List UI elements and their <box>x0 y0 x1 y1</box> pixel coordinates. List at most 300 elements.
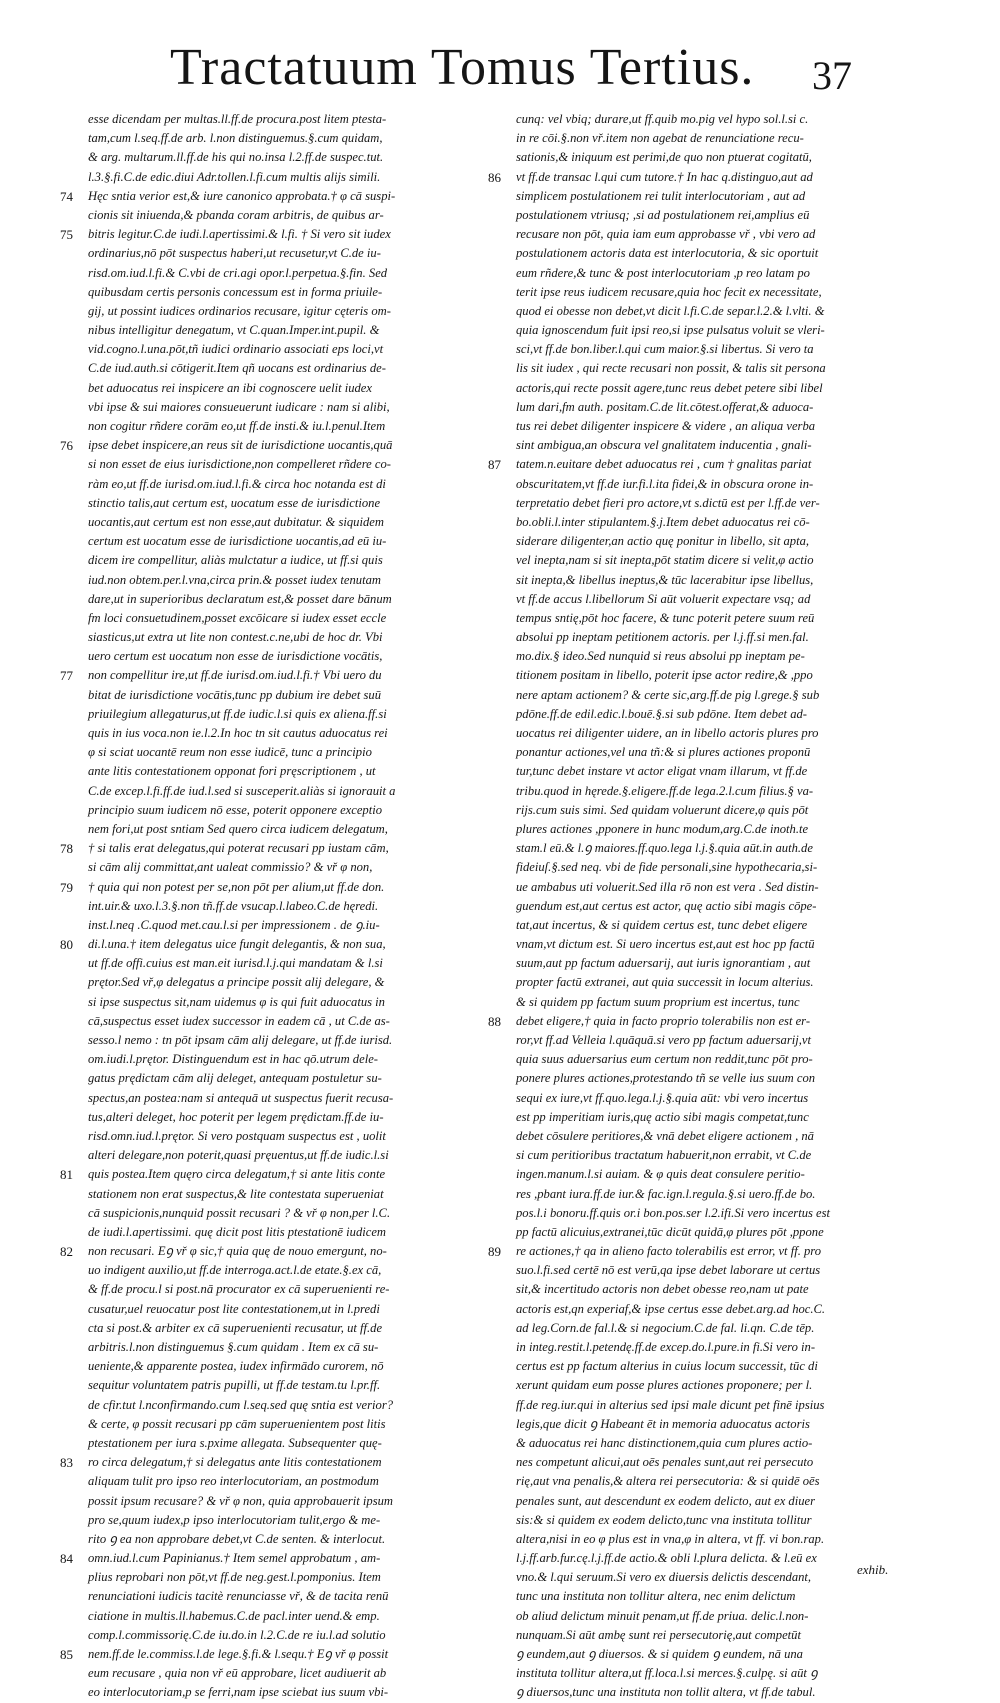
text-line <box>60 1549 465 1568</box>
line-text: rijs.cum suis simi. Sed quidam voluerunt dicere,φ quis pōt <box>516 802 809 817</box>
line-text: debet cōsulere peritiores,& vnā debet eligere actionem , nā <box>516 1128 814 1143</box>
margin-number: 83 <box>60 1455 73 1471</box>
line-text: ipse debet inspicere,an reus sit de iurisdictione uocantis,quā <box>88 438 393 453</box>
line-text: nibus intelligitur denegatum, vt C.quan.Imper.int.pupil. & <box>88 323 380 338</box>
text-line <box>60 436 465 455</box>
line-text: inst.l.neq .C.quod met.cau.l.si per impressionem . de ꝯ.iu- <box>88 917 380 932</box>
text-line <box>60 954 465 973</box>
line-text: actoris,qui recte possit agere,tunc reus debet petere sibi libel <box>516 380 823 395</box>
text-line <box>488 1492 903 1511</box>
line-text: debet eligere,† quia in facto proprio tolerabilis non est er- <box>516 1013 811 1028</box>
line-text: ꝯ eundem,aut ꝯ diuersos. & si quidem ꝯ eundem, nā una <box>516 1647 803 1661</box>
line-text: tus rei debet diligenter inspicere & videre , an aliqua verba <box>516 419 816 433</box>
line-text: † quia qui non potest per se,non pōt per alium,ut ff.de don. <box>88 879 385 894</box>
line-text: comp.l.commissorię.C.de iu.do.in l.2.C.de re iu.l.ad solutio <box>88 1627 386 1642</box>
text-line <box>60 973 465 992</box>
text-line <box>488 436 903 455</box>
margin-number: 76 <box>60 438 73 454</box>
line-text: φ si sciat uocantē reum non esse iudicē, tunc a principio <box>88 745 372 760</box>
line-text: vt ff.de accus l.libellorum Si aūt voluerit expectare vsq; ad <box>516 591 811 606</box>
line-text: ciatione in multis.ll.habemus.C.de pacl.inter uend.& emp. <box>88 1608 380 1623</box>
line-text: cionis sit iniuenda,& pbanda coram arbitris, de quibus ar- <box>88 207 384 222</box>
line-text: bet aduocatus rei inspicere an ibi cognoscere uelit iudex <box>88 380 372 395</box>
margin-number: 77 <box>60 668 73 684</box>
text-line <box>488 1031 903 1050</box>
text-line <box>488 1530 903 1549</box>
line-text: siasticus,ut extra ut lite non contest.c.ne,ubi de hoc dr. Vbi <box>88 630 383 645</box>
line-text: tat,aut incertus, & si quidem certus est, tunc debet eligere <box>516 917 808 932</box>
line-text: ràm eo,ut ff.de iurisd.om.iud.l.fi.& circa hoc notanda est di <box>88 476 386 491</box>
text-line <box>60 455 465 474</box>
line-text: dare,ut in superioribus declaratum est,& posset dare bānum <box>88 591 392 606</box>
text-line <box>488 1453 903 1472</box>
line-text: ro circa delegatum,† si delegatus ante litis contestationem <box>88 1455 382 1470</box>
page-number: 37 <box>812 53 852 98</box>
text-line <box>60 1472 465 1491</box>
line-text: nunquam.Si aūt ambę sunt rei persecutorię,aut competūt <box>516 1627 801 1642</box>
line-text: eo interlocutoriam,p se ferri,nam ipse sciebat ius suum vbi- <box>88 1685 389 1700</box>
line-text: & si quidem pp factum suum proprium est incertus, tunc <box>516 994 800 1009</box>
text-line <box>488 1242 903 1261</box>
text-line <box>488 647 903 666</box>
line-text: ueniente,& apparente postea, iudex infirmādo curorem, nō <box>88 1359 384 1374</box>
line-text: vno.& l.qui seruum.Si vero ex diuersis delictis descendant, <box>516 1570 812 1585</box>
line-text: cā suspicionis,nunquid possit recusari ? & vř φ non,per l.C. <box>88 1205 391 1220</box>
text-line <box>60 1089 465 1108</box>
line-text: gatus prędictam cām alij deleget, antequam postuletur su- <box>88 1071 382 1086</box>
line-text: cā,suspectus esset iudex successor in eadem cā , ut C.de as- <box>88 1013 390 1028</box>
line-text: tam,cum l.seq.ff.de arb. l.non distinguemus.§.cum quidam, <box>88 131 383 146</box>
line-text: quis postea.Item quęro circa delegatum,† si ante litis conte <box>88 1167 386 1182</box>
text-line <box>488 1185 903 1204</box>
text-line <box>60 1607 465 1626</box>
line-text: vnam,vt dictum est. Si uero incertus est,aut est hoc pp factū <box>516 937 815 952</box>
text-line <box>488 820 903 839</box>
line-text: C.de excep.l.fi.ff.de iud.l.sed si susceperit.aliàs si ignorauit a <box>88 783 396 798</box>
text-line <box>488 494 903 513</box>
text-line <box>488 1396 903 1415</box>
line-text: absolui pp ineptam petitionem actoris. per l.j.ff.si men.fal. <box>516 630 809 645</box>
text-line <box>488 916 903 935</box>
text-line <box>488 1089 903 1108</box>
margin-number: 75 <box>60 227 73 243</box>
text-line <box>60 571 465 590</box>
text-line <box>488 455 903 474</box>
text-line <box>60 206 465 225</box>
text-line <box>60 1664 465 1683</box>
line-text: pro se,quum iudex,p ipso interlocutoriam tulit,ergo & me- <box>88 1512 381 1527</box>
text-line <box>488 686 903 705</box>
line-text: titionem positam in libello, poterit ipse actor redire,& ,ppo <box>516 668 813 683</box>
line-text: obscuritatem,vt ff.de iur.fi.l.ita fidei,& in obscura orone in- <box>516 476 814 491</box>
text-line <box>488 264 903 283</box>
line-text: tur,tunc debet instare vt actor eligat vnam illarum, vt ff.de <box>516 764 808 779</box>
text-line <box>488 340 903 359</box>
line-text: propter factū extranei, aut quia successit in locum alterius. <box>516 975 814 990</box>
text-line <box>60 666 465 685</box>
line-text: vbi ipse & sui maiores consueuerunt iudicare : nam si alibi, <box>88 399 390 414</box>
line-text: sequi ex iure,vt ff.quo.lega.l.j.§.quia aūt: vbi vero incertus <box>516 1090 809 1105</box>
text-line <box>488 1165 903 1184</box>
line-text: quia suus aduersarius eum certum non reddit,tunc pōt pro- <box>516 1052 813 1067</box>
line-text: ante litis contestationem opponat fori pręscriptionem , ut <box>88 764 376 779</box>
line-text: priuilegium allegaturus,ut ff.de iudic.l.si quis ex aliena.ff.si <box>88 706 387 721</box>
margin-number: 82 <box>60 1244 73 1260</box>
text-line <box>60 148 465 167</box>
text-line <box>60 1185 465 1204</box>
line-text: lum dari,fm auth. positam.C.de lit.cōtest.offerat,& aduoca- <box>516 399 814 414</box>
line-text: renunciationi iudicis tacitè renunciasse vř, & de tacita renū <box>88 1589 389 1604</box>
line-text: Hęc sntia verior est,& iure canonico approbata.† φ cā suspi- <box>88 188 396 203</box>
line-text: ut ff.de offi.cuius est man.eit iurisd.l.j.qui mandatam & l.si <box>88 956 383 971</box>
text-line <box>60 475 465 494</box>
line-text: l.j.ff.arb.fur.cę.l.j.ff.de actio.& obli l.plura delicta. & l.eū ex <box>516 1551 817 1566</box>
line-text: quia ignoscendum fuit ipsi reo,si ipse pulsatus voluit se vleri- <box>516 323 825 338</box>
line-text: sci,vt ff.de bon.liber.l.qui cum maior.§.si libertus. Si vero ta <box>516 342 814 357</box>
left-text-column <box>60 110 465 1703</box>
text-line <box>60 628 465 647</box>
line-text: uero certum est uocatum non esse de iurisdictione vocātis, <box>88 649 383 664</box>
line-text: int.uir.& uxo.l.3.§.non tñ.ff.de vsucap.l.labeo.C.de hęredi. <box>88 898 379 913</box>
text-line <box>60 1146 465 1165</box>
line-text: suo.l.fi.sed certē nō est verū,qa ipse debet laborare ut certus <box>516 1263 821 1278</box>
line-text: ingen.manum.l.si auiam. & φ quis deat consulere peritio- <box>516 1167 805 1182</box>
text-line <box>60 417 465 436</box>
line-text: instituta tollitur altera,ut ff.loca.l.si merces.§.culpę. si aūt ꝯ <box>516 1666 818 1681</box>
text-line <box>60 724 465 743</box>
line-text: bitris legitur.C.de iudi.l.apertissimi.& l.fi. † Si vero sit iudex <box>88 227 391 242</box>
text-line <box>60 782 465 801</box>
line-text: ptestationem per iura s.pxime allegata. Subsequenter quę- <box>88 1435 382 1450</box>
text-line <box>60 340 465 359</box>
text-line <box>60 1453 465 1472</box>
text-line <box>60 168 465 187</box>
line-text: guendum est,aut certus est actor, quę actio sibi magis cōpe- <box>516 898 817 913</box>
text-line <box>488 1357 903 1376</box>
line-text: vel inepta,nam si sit inepta,pōt statim dicere si velit,φ actio <box>516 553 814 568</box>
text-line <box>60 110 465 129</box>
text-line <box>60 1357 465 1376</box>
line-text: nem.ff.de le.commiss.l.de lege.§.fi.& l.sequ.† Eꝯ vř φ possit <box>88 1647 389 1661</box>
line-text: sesso.l nemo : tn pōt ipsam cām alij delegare, ut ff.de iurisd. <box>88 1033 393 1047</box>
line-text: † si talis erat delegatus,qui poterat recusari pp iustam cām, <box>88 841 389 856</box>
text-line <box>488 839 903 858</box>
text-line <box>488 1472 903 1491</box>
line-text: sequitur voluntatem patris pupilli, ut ff.de testam.tu l.pr.ff. <box>88 1378 381 1393</box>
text-line <box>488 532 903 551</box>
line-text: ꝯ diuersos,tunc una instituta non tollit altera, vt ff.de tabul. <box>516 1685 816 1700</box>
line-text: vt ff.de transac l.qui cum tutore.† In hac q.distinguo,aut ad <box>516 169 813 184</box>
line-text: ordinarius,nō pōt suspectus haberi,ut recusetur,vt C.de iu- <box>88 246 381 261</box>
line-text: in re cōi.§.non vř.item non agebat de renunciatione recu- <box>516 131 804 146</box>
margin-number: 87 <box>488 457 501 473</box>
line-text: si ipse suspectus sit,nam uidemus φ is qui fuit aduocatus in <box>88 994 385 1009</box>
text-line <box>60 1050 465 1069</box>
line-text: cta si post.& arbiter ex cā superuenienti recusatur, ut ff.de <box>88 1320 383 1335</box>
text-line <box>60 1012 465 1031</box>
line-text: nem fori,ut post sntiam Sed quero circa iudicem delegatum, <box>88 821 388 836</box>
line-text: bitat de iurisdictione vocātis,tunc pp dubium ire debet suū <box>88 687 381 702</box>
text-line <box>488 801 903 820</box>
line-text: & arg. multarum.ll.ff.de his qui no.insa l.2.ff.de suspec.tut. <box>88 150 384 165</box>
line-text: tus,alteri deleget, hoc poterit per legem prędictam.ff.de iu- <box>88 1109 384 1124</box>
text-line <box>60 1645 465 1664</box>
text-line <box>488 1261 903 1280</box>
text-line <box>488 1434 903 1453</box>
text-line <box>488 609 903 628</box>
line-text: possit ipsum recusare? & vř φ non, quia approbauerit ipsum <box>88 1493 394 1508</box>
line-text: sis:& si quidem ex eodem delicto,tunc vna instituta tollitur <box>516 1512 812 1527</box>
line-text: tunc una instituta non tollitur altera, nec enim delictum <box>516 1589 796 1604</box>
margin-number: 89 <box>488 1244 501 1260</box>
line-text: & ff.de procu.l si post.nā procurator ex cā superuenienti re- <box>88 1282 390 1297</box>
text-line <box>488 1223 903 1242</box>
line-text: risd.om.iud.l.fi.& C.vbi de cri.agi opor.l.perpetua.§.fin. Sed <box>88 265 388 280</box>
line-text: ad leg.Corn.de fal.l.& si negocium.C.de fal. li.qn. C.de tēp. <box>516 1320 815 1335</box>
line-text: postulationem actoris data est interlocutoria, & sic oportuit <box>516 246 819 261</box>
line-text: de iudi.l.apertissimi. quę dicit post litis ptestationē iudicem <box>88 1224 387 1239</box>
text-line <box>60 1223 465 1242</box>
line-text: terpretatio debet fieri pro actore,vt s.dictū est per l.ff.de ver- <box>516 495 820 510</box>
margin-number: 79 <box>60 879 73 895</box>
line-text: recusare non pōt, quia iam eum approbasse vř , vbi vero ad <box>516 227 816 242</box>
line-text: di.l.una.† item delegatus uice fungit delegantis, & non sua, <box>88 937 386 952</box>
text-line <box>488 129 903 148</box>
text-line <box>60 129 465 148</box>
line-text: non recusari. Eꝯ vř φ sic,† quia quę de nouo emergunt, no- <box>88 1244 387 1259</box>
text-line <box>60 1261 465 1280</box>
text-line <box>488 1376 903 1395</box>
text-line <box>60 1511 465 1530</box>
text-line <box>488 1012 903 1031</box>
line-text: principio suum iudicem nō esse, poterit opponere exceptio <box>88 802 383 817</box>
line-text: & aduocatus rei hanc distinctionem,quia cum plures actio- <box>516 1435 813 1450</box>
text-line <box>60 705 465 724</box>
text-line <box>488 225 903 244</box>
text-line <box>488 1664 903 1683</box>
line-text: pos.l.i bonoru.ff.quis or.i bon.pos.ser l.2.ifi.Si vero incertus est <box>516 1205 831 1220</box>
text-line <box>60 1376 465 1395</box>
text-line <box>488 954 903 973</box>
text-line <box>488 168 903 187</box>
text-line <box>488 628 903 647</box>
line-text: stinctio talis,aut certum est, uocatum esse de iurisdictione <box>88 495 381 510</box>
text-line <box>60 494 465 513</box>
text-line <box>60 1204 465 1223</box>
text-line <box>488 1415 903 1434</box>
text-line <box>60 935 465 954</box>
line-text: gij, ut possint iudices ordinarios recusare, igitur cęteris om- <box>88 303 391 318</box>
line-text: in integ.restit.l.petendę.ff.de excep.do.l.pure.in fi.Si vero in- <box>516 1340 816 1354</box>
text-line <box>488 1069 903 1088</box>
line-text: siderare diligenter,an actio quę ponitur in libello, sit apta, <box>516 534 810 549</box>
text-line <box>60 1069 465 1088</box>
line-text: C.de iud.auth.si cōtigerit.Item qñ uocans est ordinarius de- <box>88 361 386 376</box>
text-line <box>488 321 903 340</box>
text-line <box>60 1626 465 1645</box>
running-title: Tractatuum Tomus Tertius. <box>170 39 755 96</box>
text-line <box>488 571 903 590</box>
line-text: fideiuſ.§.sed neq. vbi de fide personali,sine hypothecaria,si- <box>516 860 818 875</box>
line-text: alteri delegare,non poterit,quasi pręuentus,ut ff.de iudic.l.si <box>88 1148 389 1163</box>
line-text: sationis,& iniquum est perimi,de quo non ptuerat cogitatū, <box>516 150 812 165</box>
catchword: exhib. <box>857 1562 889 1577</box>
line-text: tatem.n.euitare debet aduocatus rei , cum † gnalitas pariat <box>516 457 812 472</box>
line-text: dicem ire compellitur, aliàs mulctatur a iudice, ut ff.si quis <box>88 553 383 568</box>
line-text: suum,aut pp factum aduersarij, aut iuris ignorantiam , aut <box>516 956 811 971</box>
text-line <box>488 283 903 302</box>
text-line <box>60 647 465 666</box>
line-text: penales sunt, aut descendunt ex eodem delicto, aut ex diuer <box>516 1493 816 1508</box>
text-line <box>60 225 465 244</box>
right-text-column <box>488 110 903 1703</box>
line-text: eum recusare , quia non vř eū approbare, licet audiuerit ab <box>88 1666 387 1681</box>
line-text: uo indigent auxilio,ut ff.de interroga.act.l.de etate.§.ex cā, <box>88 1263 382 1278</box>
line-text: quis in ius voca.non ie.l.2.In hoc tn sit cautus aduocatus rei <box>88 726 388 740</box>
text-line <box>60 1300 465 1319</box>
text-line <box>488 1568 903 1587</box>
text-line <box>488 590 903 609</box>
text-line <box>488 1587 903 1606</box>
text-line <box>60 916 465 935</box>
line-text: actoris est,qn experiaf,& ipse certus esse debet.arg.ad hoc.C. <box>516 1301 826 1316</box>
text-line <box>488 206 903 225</box>
text-line <box>488 762 903 781</box>
text-line <box>488 973 903 992</box>
text-line <box>488 513 903 532</box>
line-text: postulationem vtriusq; ,si ad postulationem rei,amplius eū <box>516 207 810 222</box>
line-text: ror,vt ff.ad Velleia l.quāquā.si vero pp factum aduersarij,vt <box>516 1033 811 1047</box>
margin-number: 80 <box>60 937 73 953</box>
text-line <box>60 1396 465 1415</box>
text-line <box>60 762 465 781</box>
text-line <box>60 1683 465 1702</box>
text-line <box>60 359 465 378</box>
text-line <box>488 475 903 494</box>
text-line <box>488 666 903 685</box>
margin-number: 78 <box>60 841 73 857</box>
line-text: iud.non obtem.per.l.vna,circa prin.& posset iudex tenutam <box>88 572 381 587</box>
line-text: xerunt quidam eum posse plures actiones proponere; per l. <box>516 1378 813 1393</box>
line-text: quod ei obesse non debet,vt dicit l.fi.C.de separ.l.2.& l.vlti. & <box>516 303 825 318</box>
text-line <box>60 801 465 820</box>
line-text: plures actiones ,pponere in hunc modum,arg.C.de inoth.te <box>516 821 809 836</box>
text-line <box>488 1319 903 1338</box>
text-line <box>60 839 465 858</box>
text-line <box>488 1050 903 1069</box>
text-line <box>488 1683 903 1702</box>
text-line <box>60 878 465 897</box>
margin-number: 81 <box>60 1167 73 1183</box>
text-line <box>488 1280 903 1299</box>
line-text: fm loci consuetudinem,posset excōicare si iudex esset eccle <box>88 610 387 625</box>
line-text: ponantur actiones,vel una tñ:& si plures actiones proponū <box>516 745 811 760</box>
text-line <box>60 1280 465 1299</box>
line-text: aliquam tulit pro ipso reo interlocutoriam, an postmodum <box>88 1474 379 1489</box>
text-line <box>488 782 903 801</box>
margin-number: 84 <box>60 1551 73 1567</box>
line-text: pp factū alicuius,extranei,tūc dicūt quidā,φ plures pōt ,ppone <box>516 1224 824 1239</box>
text-line <box>488 1511 903 1530</box>
text-line <box>488 1338 903 1357</box>
text-line <box>488 244 903 263</box>
line-text: stationem non erat suspectus,& lite contestata superueniat <box>88 1186 384 1201</box>
margin-number: 88 <box>488 1013 501 1029</box>
text-line <box>488 359 903 378</box>
line-text: de cfir.tut l.nconfirmando.cum l.seq.sed quę sntia est verior? <box>88 1397 394 1412</box>
text-line <box>60 1319 465 1338</box>
text-line <box>60 187 465 206</box>
line-text: si non esset de eius iurisdictione,non compelleret rñdere co- <box>88 457 391 472</box>
text-line <box>488 1645 903 1664</box>
line-text: l.3.§.fi.C.de edic.diui Adr.tollen.l.fi.cum multis alijs simili. <box>88 169 381 184</box>
line-text: sit,& incertitudo actoris non debet obesse reo,nam ut pate <box>516 1282 809 1297</box>
line-text: risd.omn.iud.l.prętor. Si vero postquam suspectus est , uolit <box>88 1128 386 1143</box>
line-text: tempus sntię,pōt hoc facere, & tunc poterit petere suum reū <box>516 610 815 625</box>
text-line <box>60 398 465 417</box>
text-line <box>488 1626 903 1645</box>
text-line <box>488 1146 903 1165</box>
line-text: ob aliud delictum minuit penam,ut ff.de priua. delic.l.non- <box>516 1608 809 1623</box>
text-line <box>60 532 465 551</box>
line-text: simplicem postulationem rei tulit interlocutoriam , aut ad <box>516 188 806 203</box>
line-text: nere aptam actionem? & certe sic,arg.ff.de pig l.grege.§ sub <box>516 687 820 702</box>
text-line <box>60 820 465 839</box>
text-line <box>60 993 465 1012</box>
text-line <box>488 878 903 897</box>
text-line <box>60 1338 465 1357</box>
line-text: esse dicendam per multas.ll.ff.de procura.post litem ptesta- <box>88 112 387 126</box>
line-text: eum rñdere,& tunc & post interlocutoriam ,p reo latam po <box>516 265 810 280</box>
text-line <box>488 897 903 916</box>
text-line <box>60 1108 465 1127</box>
text-line <box>60 283 465 302</box>
text-line <box>60 1031 465 1050</box>
line-text: pdōne.ff.de edil.edic.l.bouē.§.si sub pdōne. Item debet ad- <box>516 706 807 721</box>
text-line <box>488 379 903 398</box>
text-line <box>488 705 903 724</box>
text-line <box>60 1127 465 1146</box>
line-text: lis sit iudex , qui recte recusari non possit, & talis sit persona <box>516 361 826 376</box>
text-line <box>60 1165 465 1184</box>
line-text: terit ipse reus iudicem recusare,quia hoc fecit ex necessitate, <box>516 284 822 299</box>
text-line <box>60 1568 465 1587</box>
text-line <box>60 321 465 340</box>
margin-number: 86 <box>488 169 501 185</box>
text-line <box>60 1242 465 1261</box>
line-text: spectus,an postea:nam si antequā ut suspectus fuerit recusa- <box>88 1090 394 1105</box>
line-text: certum est uocatum esse de iurisdictione uocantis,ad eū iu- <box>88 534 387 549</box>
text-line <box>488 551 903 570</box>
line-text: ue ambabus uti voluerit.Sed illa rō non est vera . Sed distin- <box>516 879 819 894</box>
line-text: res ,pbant iura.ff.de iur.& fac.ign.l.regula.§.si uero.ff.de bo. <box>516 1186 816 1201</box>
text-line <box>488 1300 903 1319</box>
line-text: rito ꝯ ea non approbare debet,vt C.de senten. & interlocut. <box>88 1531 386 1546</box>
text-line <box>488 417 903 436</box>
text-line <box>60 1530 465 1549</box>
line-text: om.iudi.l.prętor. Distinguendum est in hac qō.utrum dele- <box>88 1052 378 1067</box>
text-line <box>488 1549 903 1568</box>
line-text: sint ambigua,an obscura vel gnalitatem inducentia , gnali- <box>516 438 812 453</box>
text-line <box>488 935 903 954</box>
line-text: arbitris.l.non distinguemus §.cum quidam . Item ex cā su- <box>88 1340 379 1354</box>
text-line <box>60 244 465 263</box>
text-line <box>60 590 465 609</box>
line-text: est pp imperitiam iuris,quę actio sibi magis competat,tunc <box>516 1109 809 1124</box>
text-line <box>60 858 465 877</box>
line-text: vid.cogno.l.una.pōt,tñ iudici ordinario associati eps loci,vt <box>88 342 384 357</box>
line-text: & certe, φ possit recusari pp cām superuenientem post litis <box>88 1416 386 1431</box>
